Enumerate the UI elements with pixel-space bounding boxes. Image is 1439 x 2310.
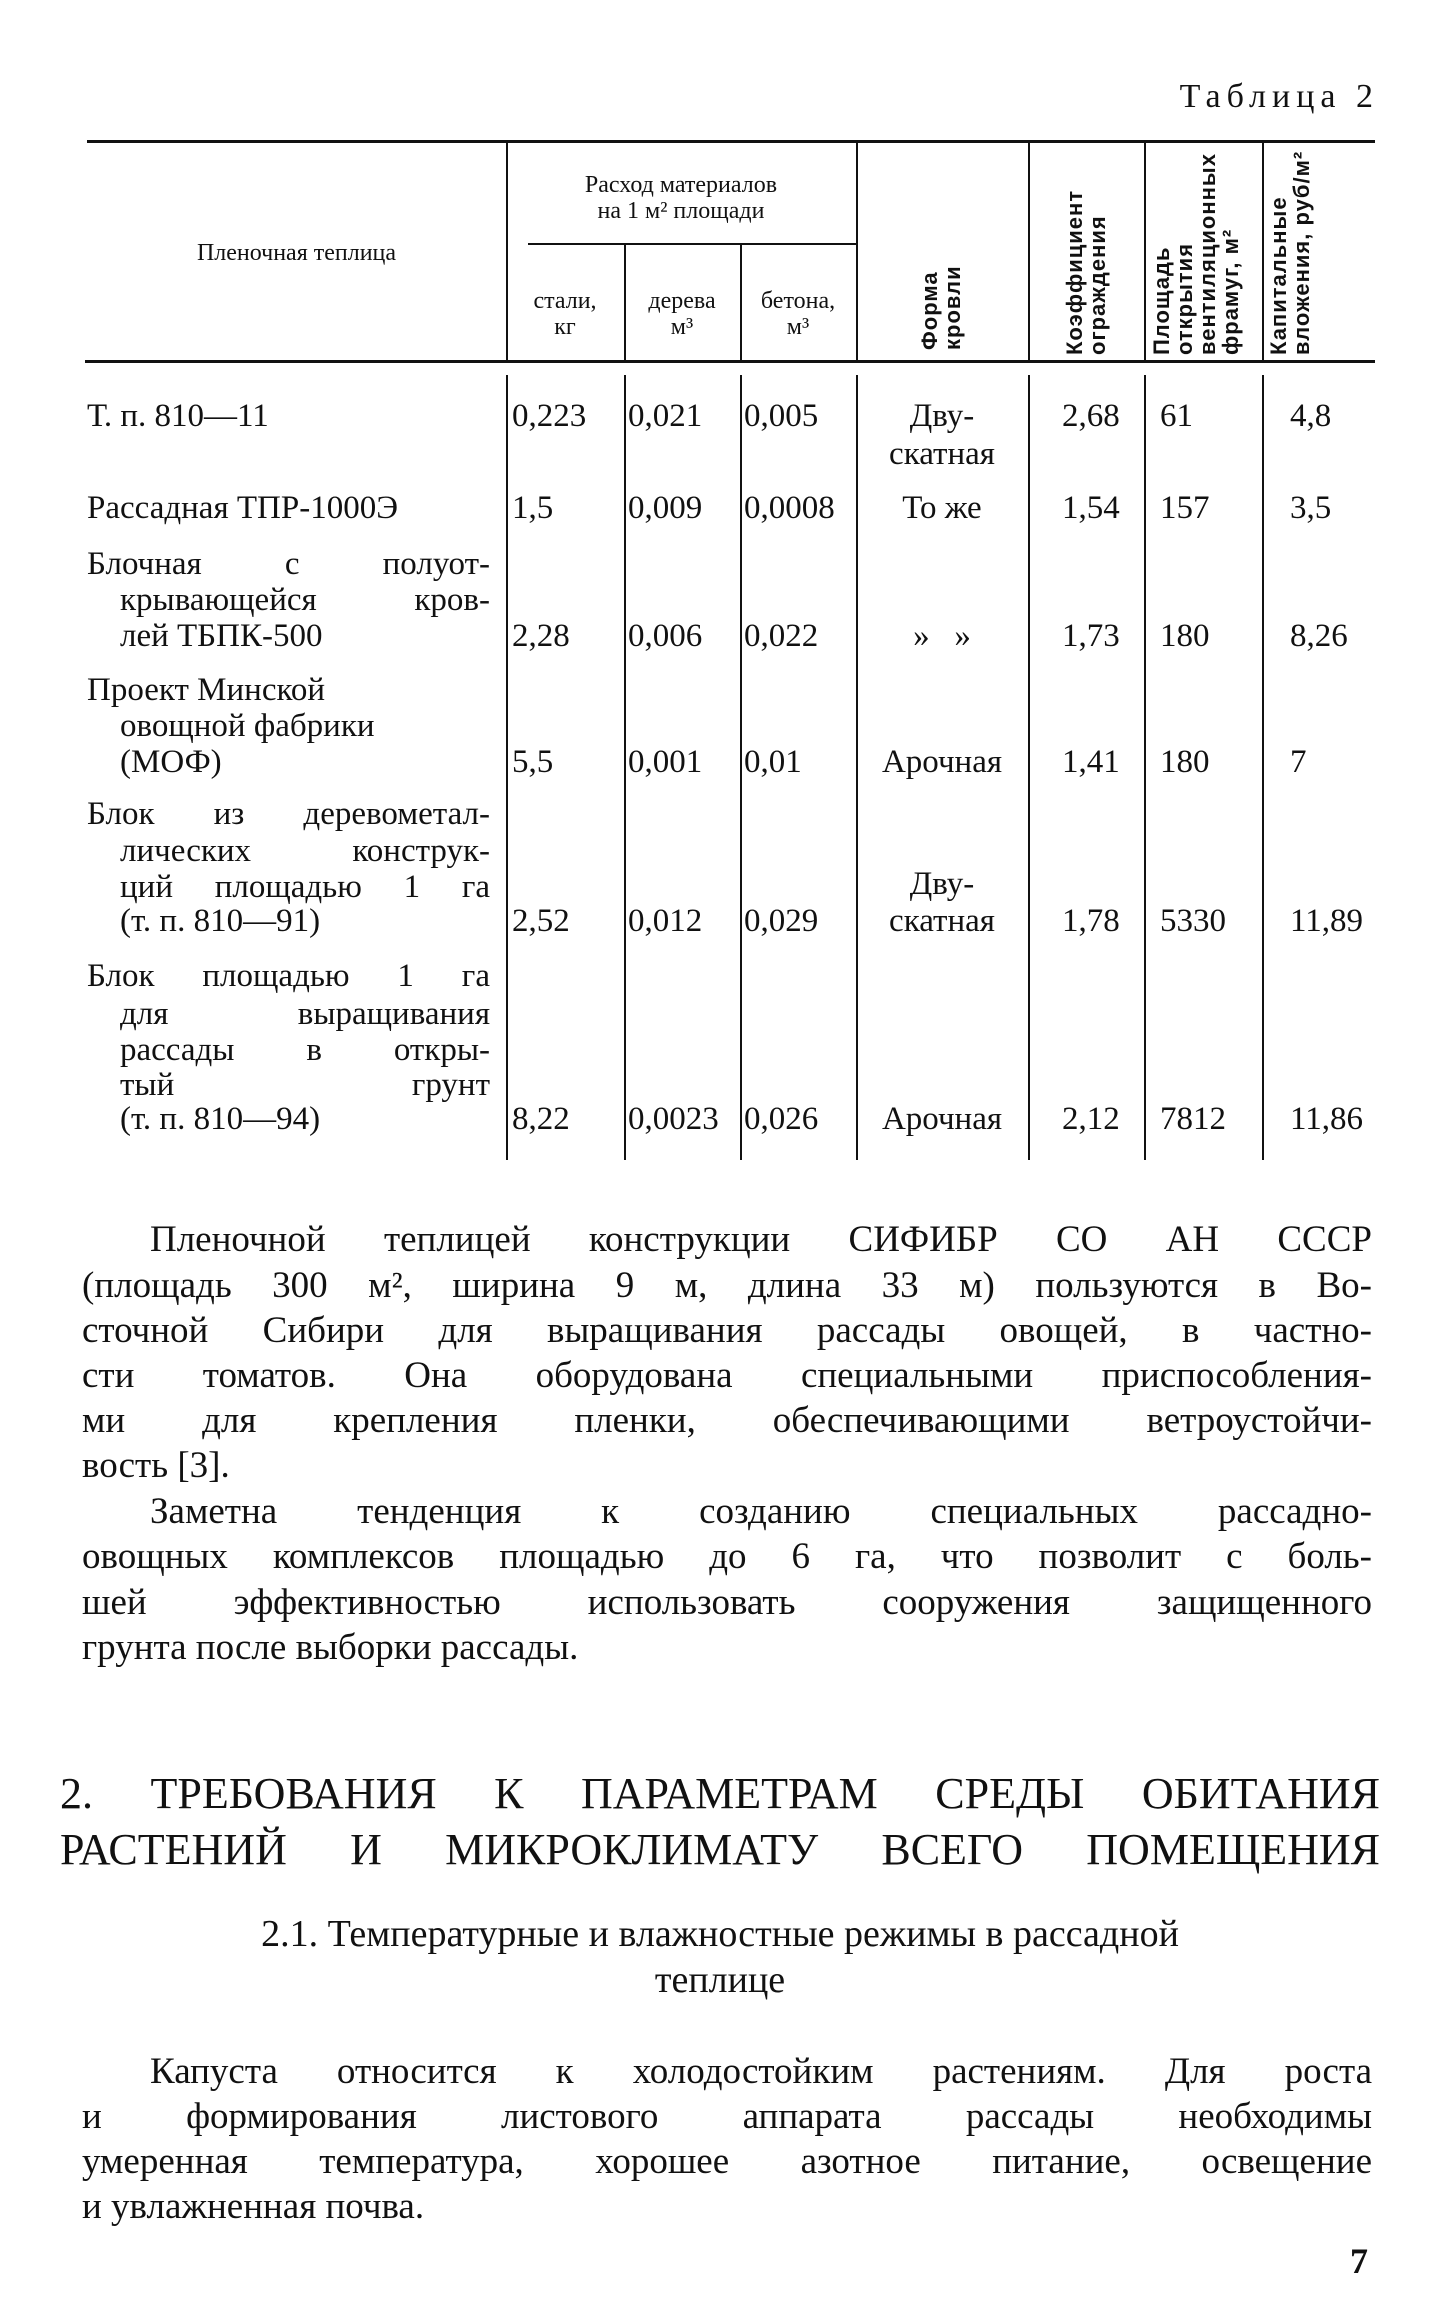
cell-coef: 1,54 bbox=[1062, 490, 1120, 526]
cell-wood: 0,006 bbox=[628, 618, 703, 654]
cell-roof-shape: Дву- bbox=[909, 398, 975, 434]
cell-vent: 61 bbox=[1160, 398, 1193, 434]
paragraph-line: Пленочной теплицей конструкции СИФИБР СО АН СССР bbox=[150, 1219, 1372, 1260]
cell-roof-shape: Арочная bbox=[881, 1101, 1003, 1137]
greenhouse-name-line: тый грунт bbox=[120, 1067, 490, 1103]
cell-roof-shape: Дву- bbox=[909, 866, 975, 902]
header-steel-unit: кг bbox=[554, 314, 576, 340]
cell-concrete: 0,005 bbox=[744, 398, 819, 434]
cell-roof-shape: То же bbox=[902, 490, 982, 526]
cell-roof-shape: Арочная bbox=[881, 744, 1003, 780]
paragraph-line: и увлажненная почва. bbox=[82, 2186, 425, 2227]
header-materials bbox=[506, 172, 856, 224]
greenhouse-name-line: рассады в откры- bbox=[120, 1032, 490, 1068]
greenhouse-name-line: Блок из деревометал- bbox=[87, 796, 490, 832]
header-materials-line: на 1 м² площади bbox=[597, 198, 765, 224]
paragraph-line: сти томатов. Она оборудована специальными приспособления- bbox=[82, 1355, 1372, 1396]
cell-steel: 0,223 bbox=[512, 398, 587, 434]
table-top-rule bbox=[87, 140, 1375, 143]
greenhouse-name-line: Блочная с полуот- bbox=[87, 546, 490, 582]
column-rule bbox=[506, 143, 508, 362]
column-rule bbox=[506, 375, 508, 1160]
column-rule bbox=[1262, 143, 1264, 362]
paragraph-line: (площадь 300 м², ширина 9 м, длина 33 м) пользуются в Во- bbox=[82, 1265, 1372, 1306]
cell-capital: 4,8 bbox=[1290, 398, 1332, 434]
cell-capital: 11,89 bbox=[1290, 903, 1364, 939]
column-rule bbox=[1144, 143, 1146, 362]
column-rule bbox=[1262, 375, 1264, 1160]
cell-concrete: 0,022 bbox=[744, 618, 819, 654]
cell-concrete: 0,01 bbox=[744, 744, 802, 780]
cell-steel: 2,28 bbox=[512, 618, 570, 654]
cell-capital: 8,26 bbox=[1290, 618, 1348, 654]
header-wood bbox=[624, 288, 740, 340]
column-rule bbox=[1028, 143, 1030, 362]
cell-concrete: 0,026 bbox=[744, 1101, 819, 1137]
greenhouse-name-line: крывающейся кров- bbox=[120, 582, 490, 618]
cell-capital: 7 bbox=[1290, 744, 1307, 780]
header-name: Пленочная теплица bbox=[196, 240, 397, 266]
cell-vent: 180 bbox=[1160, 618, 1210, 654]
cell-roof-shape: » » bbox=[913, 618, 971, 654]
cell-vent: 7812 bbox=[1160, 1101, 1226, 1137]
table-header-rule bbox=[85, 360, 1375, 363]
cell-coef: 2,68 bbox=[1062, 398, 1120, 434]
paragraph-line: сточной Сибири для выращивания рассады овощей, в частно- bbox=[82, 1310, 1372, 1351]
cell-coef: 1,73 bbox=[1062, 618, 1120, 654]
materials-subheader-rule bbox=[528, 243, 856, 245]
paragraph-line: и формирования листового аппарата рассады необходимы bbox=[82, 2096, 1372, 2137]
column-rule bbox=[856, 143, 858, 362]
cell-coef: 1,41 bbox=[1062, 744, 1120, 780]
greenhouse-name-line: овощной фабрики bbox=[120, 708, 375, 744]
cell-steel: 8,22 bbox=[512, 1101, 570, 1137]
header-steel-line: стали, bbox=[533, 288, 597, 314]
section-heading-line: РАСТЕНИЙ И МИКРОКЛИМАТУ ВСЕГО ПОМЕЩЕНИЯ bbox=[60, 1825, 1380, 1874]
header-capital: Капитальные вложения, руб/м² bbox=[1266, 150, 1314, 355]
cell-coef: 2,12 bbox=[1062, 1101, 1120, 1137]
header-vent-area: Площадь открытия вентиляционных фрамуг, м² bbox=[1149, 153, 1243, 355]
header-enclosure-coef: Коэффициент ограждения bbox=[1062, 189, 1110, 355]
header-concrete bbox=[740, 288, 856, 340]
cell-vent: 180 bbox=[1160, 744, 1210, 780]
page-number: 7 bbox=[1350, 2241, 1368, 2281]
greenhouse-name-line: Рассадная ТПР-1000Э bbox=[87, 490, 398, 526]
paragraph-line: умеренная температура, хорошее азотное питание, освещение bbox=[82, 2141, 1372, 2182]
cell-capital: 11,86 bbox=[1290, 1101, 1364, 1137]
column-rule bbox=[1144, 375, 1146, 1160]
paragraph-line: Заметна тенденция к созданию специальных рассадно- bbox=[150, 1491, 1372, 1532]
cell-wood: 0,012 bbox=[628, 903, 703, 939]
paragraph-line: грунта после выборки рассады. bbox=[82, 1627, 579, 1668]
column-rule bbox=[624, 375, 626, 1160]
cell-vent: 157 bbox=[1160, 490, 1210, 526]
greenhouse-name-line: (МОФ) bbox=[120, 744, 222, 780]
header-wood-line: дерева bbox=[648, 288, 716, 314]
header-roof-shape: Форма кровли bbox=[917, 265, 965, 350]
column-rule bbox=[1028, 375, 1030, 1160]
paragraph-line: ми для крепления пленки, обеспечивающими ветроустойчи- bbox=[82, 1400, 1372, 1441]
cell-coef: 1,78 bbox=[1062, 903, 1120, 939]
paragraph-line: шей эффективностью использовать сооружения защищенного bbox=[82, 1582, 1372, 1623]
column-rule bbox=[740, 375, 742, 1160]
subsection-heading-line: теплице bbox=[654, 1959, 786, 2001]
greenhouse-name-line: (т. п. 810—94) bbox=[120, 1101, 321, 1137]
cell-roof-shape: скатная bbox=[889, 436, 995, 472]
paragraph-line: вость [3]. bbox=[82, 1445, 230, 1486]
greenhouse-name-line: лей ТБПК-500 bbox=[120, 618, 323, 654]
greenhouse-name-line: ций площадью 1 га bbox=[120, 869, 490, 905]
cell-steel: 2,52 bbox=[512, 903, 570, 939]
header-concrete-line: бетона, bbox=[760, 288, 836, 314]
paragraph-line: Капуста относится к холодостойким растениям. Для роста bbox=[150, 2051, 1372, 2092]
cell-concrete: 0,0008 bbox=[744, 490, 835, 526]
header-wood-unit: м³ bbox=[670, 314, 694, 340]
cell-wood: 0,001 bbox=[628, 744, 703, 780]
greenhouse-name-line: Блок площадью 1 га bbox=[87, 958, 490, 994]
greenhouse-name-line: Т. п. 810—11 bbox=[87, 398, 269, 434]
greenhouse-name-line: (т. п. 810—91) bbox=[120, 903, 321, 939]
header-materials-line: Расход материалов bbox=[584, 172, 778, 198]
header-steel bbox=[506, 288, 624, 340]
cell-wood: 0,0023 bbox=[628, 1101, 719, 1137]
cell-concrete: 0,029 bbox=[744, 903, 819, 939]
cell-wood: 0,009 bbox=[628, 490, 703, 526]
header-concrete-unit: м³ bbox=[786, 314, 810, 340]
subsection-heading-line: 2.1. Температурные и влажностные режимы в рассадной bbox=[261, 1913, 1179, 1955]
cell-steel: 1,5 bbox=[512, 490, 554, 526]
cell-roof-shape: скатная bbox=[889, 903, 995, 939]
paragraph-line: овощных комплексов площадью до 6 га, что позволит с боль- bbox=[82, 1536, 1372, 1577]
greenhouse-name-line: для выращивания bbox=[120, 996, 490, 1032]
cell-steel: 5,5 bbox=[512, 744, 554, 780]
section-heading-line: 2. ТРЕБОВАНИЯ К ПАРАМЕТРАМ СРЕДЫ ОБИТАНИЯ bbox=[60, 1769, 1380, 1818]
cell-capital: 3,5 bbox=[1290, 490, 1332, 526]
column-rule bbox=[624, 245, 626, 362]
cell-vent: 5330 bbox=[1160, 903, 1226, 939]
greenhouse-name-line: Проект Минской bbox=[87, 672, 325, 708]
cell-wood: 0,021 bbox=[628, 398, 703, 434]
table-caption: Таблица 2 bbox=[1179, 78, 1379, 115]
column-rule bbox=[740, 245, 742, 362]
greenhouse-name-line: лических конструк- bbox=[120, 833, 490, 869]
